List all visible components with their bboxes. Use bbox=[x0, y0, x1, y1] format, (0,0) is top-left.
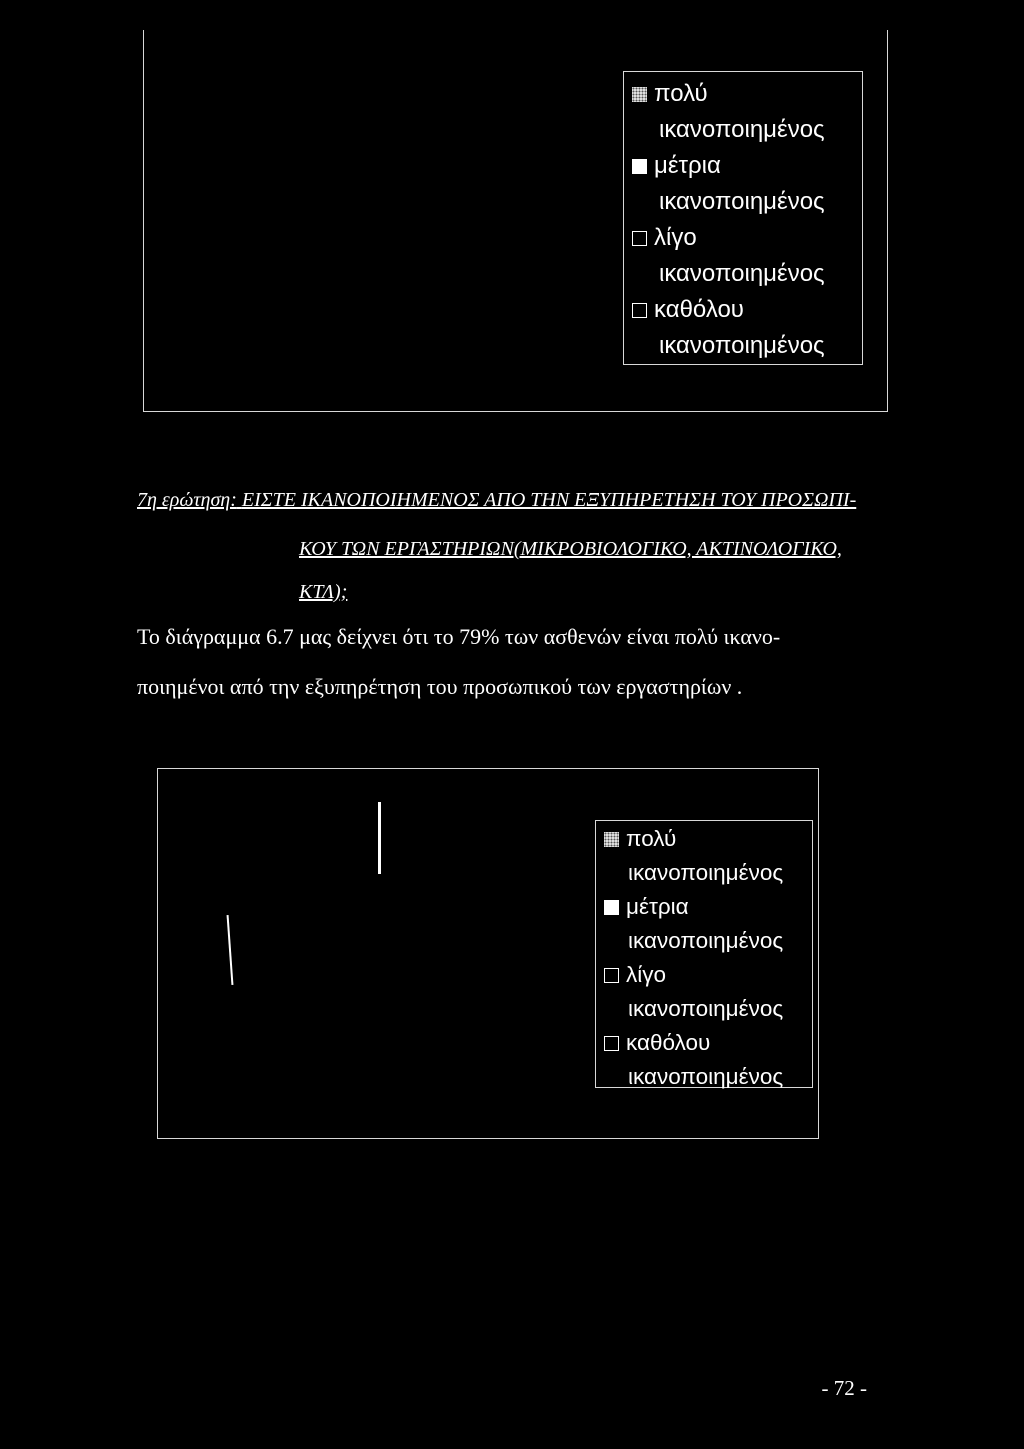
legend-item-moderately-satisfied bbox=[604, 890, 808, 958]
empty-square-icon bbox=[604, 968, 619, 983]
question-text: ΕΙΣΤΕ ΙΚΑΝΟΠΟΙΗΜΕΝΟΣ ΑΠΟ ΤΗΝ ΕΞΥΠΗΡΕΤΗΣΗ ΤΟΥ ΠΡΟΣΩΠΙ- bbox=[241, 489, 857, 511]
legend-label: ικανοποιημένος bbox=[628, 996, 784, 1021]
empty-square-icon bbox=[604, 1036, 619, 1051]
legend-label: πολύ bbox=[654, 80, 708, 107]
legend-label: ικανοποιημένος bbox=[628, 1064, 784, 1089]
legend-label: ικανοποιημένος bbox=[628, 928, 784, 953]
bottom-chart-legend bbox=[595, 820, 813, 1088]
legend-label: ικανοποιημένος bbox=[659, 188, 825, 215]
dotted-square-icon bbox=[632, 87, 647, 102]
question-line-2: ΚΟΥ ΤΩΝ ΕΡΓΑΣΤΗΡΙΩΝ(ΜΙΚΡΟΒΙΟΛΟΓΙΚΟ, ΑΚΤΙΝΟΛΟΓΙΚΟ, bbox=[299, 538, 842, 560]
legend-item-little-satisfied bbox=[632, 220, 858, 292]
legend-label: πολύ bbox=[626, 826, 677, 851]
empty-square-icon bbox=[632, 231, 647, 246]
legend-item-little-satisfied bbox=[604, 958, 808, 1026]
dotted-square-icon bbox=[604, 832, 619, 847]
legend-label: ικανοποιημένος bbox=[628, 860, 784, 885]
legend-item-not-satisfied bbox=[604, 1026, 808, 1094]
top-chart-legend bbox=[623, 71, 863, 365]
legend-label: ικανοποιημένος bbox=[659, 332, 825, 359]
legend-label: μέτρια bbox=[654, 152, 721, 179]
body-paragraph bbox=[137, 612, 877, 712]
legend-label: ικανοποιημένος bbox=[659, 116, 825, 143]
legend-label: καθόλου bbox=[654, 296, 744, 323]
legend-item-moderately-satisfied bbox=[632, 148, 858, 220]
legend-label: λίγο bbox=[654, 224, 697, 251]
legend-item-very-satisfied bbox=[604, 822, 808, 890]
legend-label: λίγο bbox=[626, 962, 667, 987]
question-line-1 bbox=[137, 488, 856, 512]
legend-label: ικανοποιημένος bbox=[659, 260, 825, 287]
legend-item-not-satisfied bbox=[632, 292, 858, 364]
legend-label: καθόλου bbox=[626, 1030, 711, 1055]
empty-square-icon bbox=[632, 303, 647, 318]
page-number: - 72 - bbox=[821, 1376, 867, 1400]
filled-square-icon bbox=[632, 159, 647, 174]
paragraph-line-2: ποιημένοι από την εξυπηρέτηση του προσωπικού των εργαστηρίων . bbox=[137, 674, 743, 699]
legend-label: μέτρια bbox=[626, 894, 689, 919]
legend-item-very-satisfied bbox=[632, 76, 858, 148]
paragraph-line-1: Το διάγραμμα 6.7 μας δείχνει ότι το 79% των ασθενών είναι πολύ ικανο- bbox=[137, 624, 781, 649]
question-label: 7η ερώτηση: bbox=[137, 489, 237, 511]
chart-artifact-line bbox=[378, 802, 381, 874]
filled-square-icon bbox=[604, 900, 619, 915]
question-line-3: ΚΤΛ); bbox=[299, 581, 348, 603]
